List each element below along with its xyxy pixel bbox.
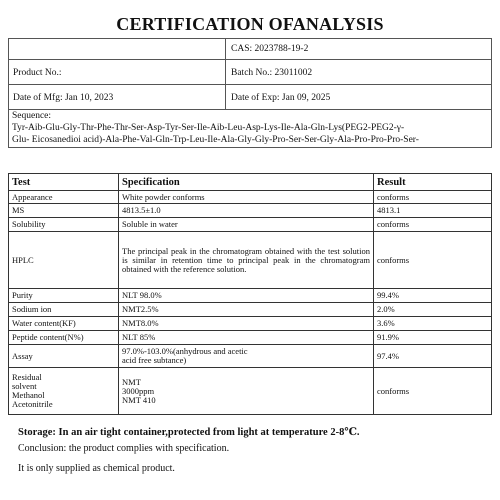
result-cell: 99.4% xyxy=(374,289,492,303)
batch-number: Batch No.: 23011002 xyxy=(231,68,313,78)
table-row xyxy=(9,303,492,317)
specification-table xyxy=(8,173,492,415)
conclusion-text: Conclusion: the product complies with specification. xyxy=(18,443,230,454)
table-row xyxy=(9,191,492,204)
test-cell: Sodium ion xyxy=(9,303,119,317)
test-cell: Peptide content(N%) xyxy=(9,331,119,345)
test-cell: Water content(KF) xyxy=(9,317,119,331)
result-cell: 3.6% xyxy=(374,317,492,331)
column-header-result: Result xyxy=(374,174,492,191)
spec-cell: Soluble in water xyxy=(119,218,374,232)
table-row xyxy=(9,204,492,218)
storage-note: Storage: In an air tight container,protected from light at temperature 2-8℃. xyxy=(18,427,360,438)
result-cell: conforms xyxy=(374,368,492,415)
sequence-line-1: Tyr-Aib-Glu-Gly-Thr-Phe-Thr-Ser-Asp-Tyr-Ser-Ile-Aib-Leu-Asp-Lys-Ile-Ala-Gln-Lys(PEG2-PEG2-γ- xyxy=(12,123,405,133)
result-cell: 91.9% xyxy=(374,331,492,345)
expiry-date: Date of Exp: Jan 09, 2025 xyxy=(231,93,331,103)
grid-line xyxy=(9,84,491,85)
test-cell: HPLC xyxy=(9,232,119,289)
spec-cell: White powder conforms xyxy=(119,191,374,204)
test-cell: Appearance xyxy=(9,191,119,204)
grid-line xyxy=(9,59,491,60)
spec-cell: NMT2.5% xyxy=(119,303,374,317)
supply-note: It is only supplied as chemical product. xyxy=(18,463,175,474)
grid-line xyxy=(225,39,226,109)
manufacture-date: Date of Mfg: Jan 10, 2023 xyxy=(13,93,114,103)
test-cell: Purity xyxy=(9,289,119,303)
cas-number: CAS: 2023788-19-2 xyxy=(231,44,309,54)
header-info-grid xyxy=(8,38,492,148)
table-row xyxy=(9,317,492,331)
grid-line xyxy=(9,109,491,110)
spec-cell: NMT8.0% xyxy=(119,317,374,331)
sequence-label: Sequence: xyxy=(12,111,52,121)
sequence-line-2: Glu- Eicosanedioi acid)-Ala-Phe-Val-Gln-Trp-Leu-Ile-Ala-Gly-Gly-Pro-Ser-Ser-Gly-Ala-Pro-Pro-Pro-Ser- xyxy=(12,135,419,145)
table-row xyxy=(9,218,492,232)
column-header-specification: Specification xyxy=(119,174,374,191)
table-row xyxy=(9,232,492,289)
table-row xyxy=(9,345,492,368)
result-cell: 4813.1 xyxy=(374,204,492,218)
result-cell: conforms xyxy=(374,218,492,232)
spec-cell: NLT 98.0% xyxy=(119,289,374,303)
test-cell: Residual solvent Methanol Acetonitrile xyxy=(9,368,119,415)
result-cell: 2.0% xyxy=(374,303,492,317)
spec-cell: 4813.5±1.0 xyxy=(119,204,374,218)
test-cell: Solubility xyxy=(9,218,119,232)
column-header-test: Test xyxy=(9,174,119,191)
table-row xyxy=(9,331,492,345)
result-cell: 97.4% xyxy=(374,345,492,368)
spec-cell: NLT 85% xyxy=(119,331,374,345)
result-cell: conforms xyxy=(374,191,492,204)
spec-cell: 97.0%-103.0%(anhydrous and acetic acid free subtance) xyxy=(119,345,374,368)
result-cell: conforms xyxy=(374,232,492,289)
product-number: Product No.: xyxy=(13,68,62,78)
spec-cell: NMT 3000ppm NMT 410 xyxy=(119,368,374,415)
test-cell: MS xyxy=(9,204,119,218)
table-row xyxy=(9,368,492,415)
document-title: CERTIFICATION OFANALYSIS xyxy=(116,14,384,34)
table-row xyxy=(9,289,492,303)
test-cell: Assay xyxy=(9,345,119,368)
table-header-row xyxy=(9,174,492,191)
spec-cell: The principal peak in the chromatogram obtained with the test solution is similar in retention time to principal peak in the chromatogram obtained with the reference solution. xyxy=(119,232,374,289)
